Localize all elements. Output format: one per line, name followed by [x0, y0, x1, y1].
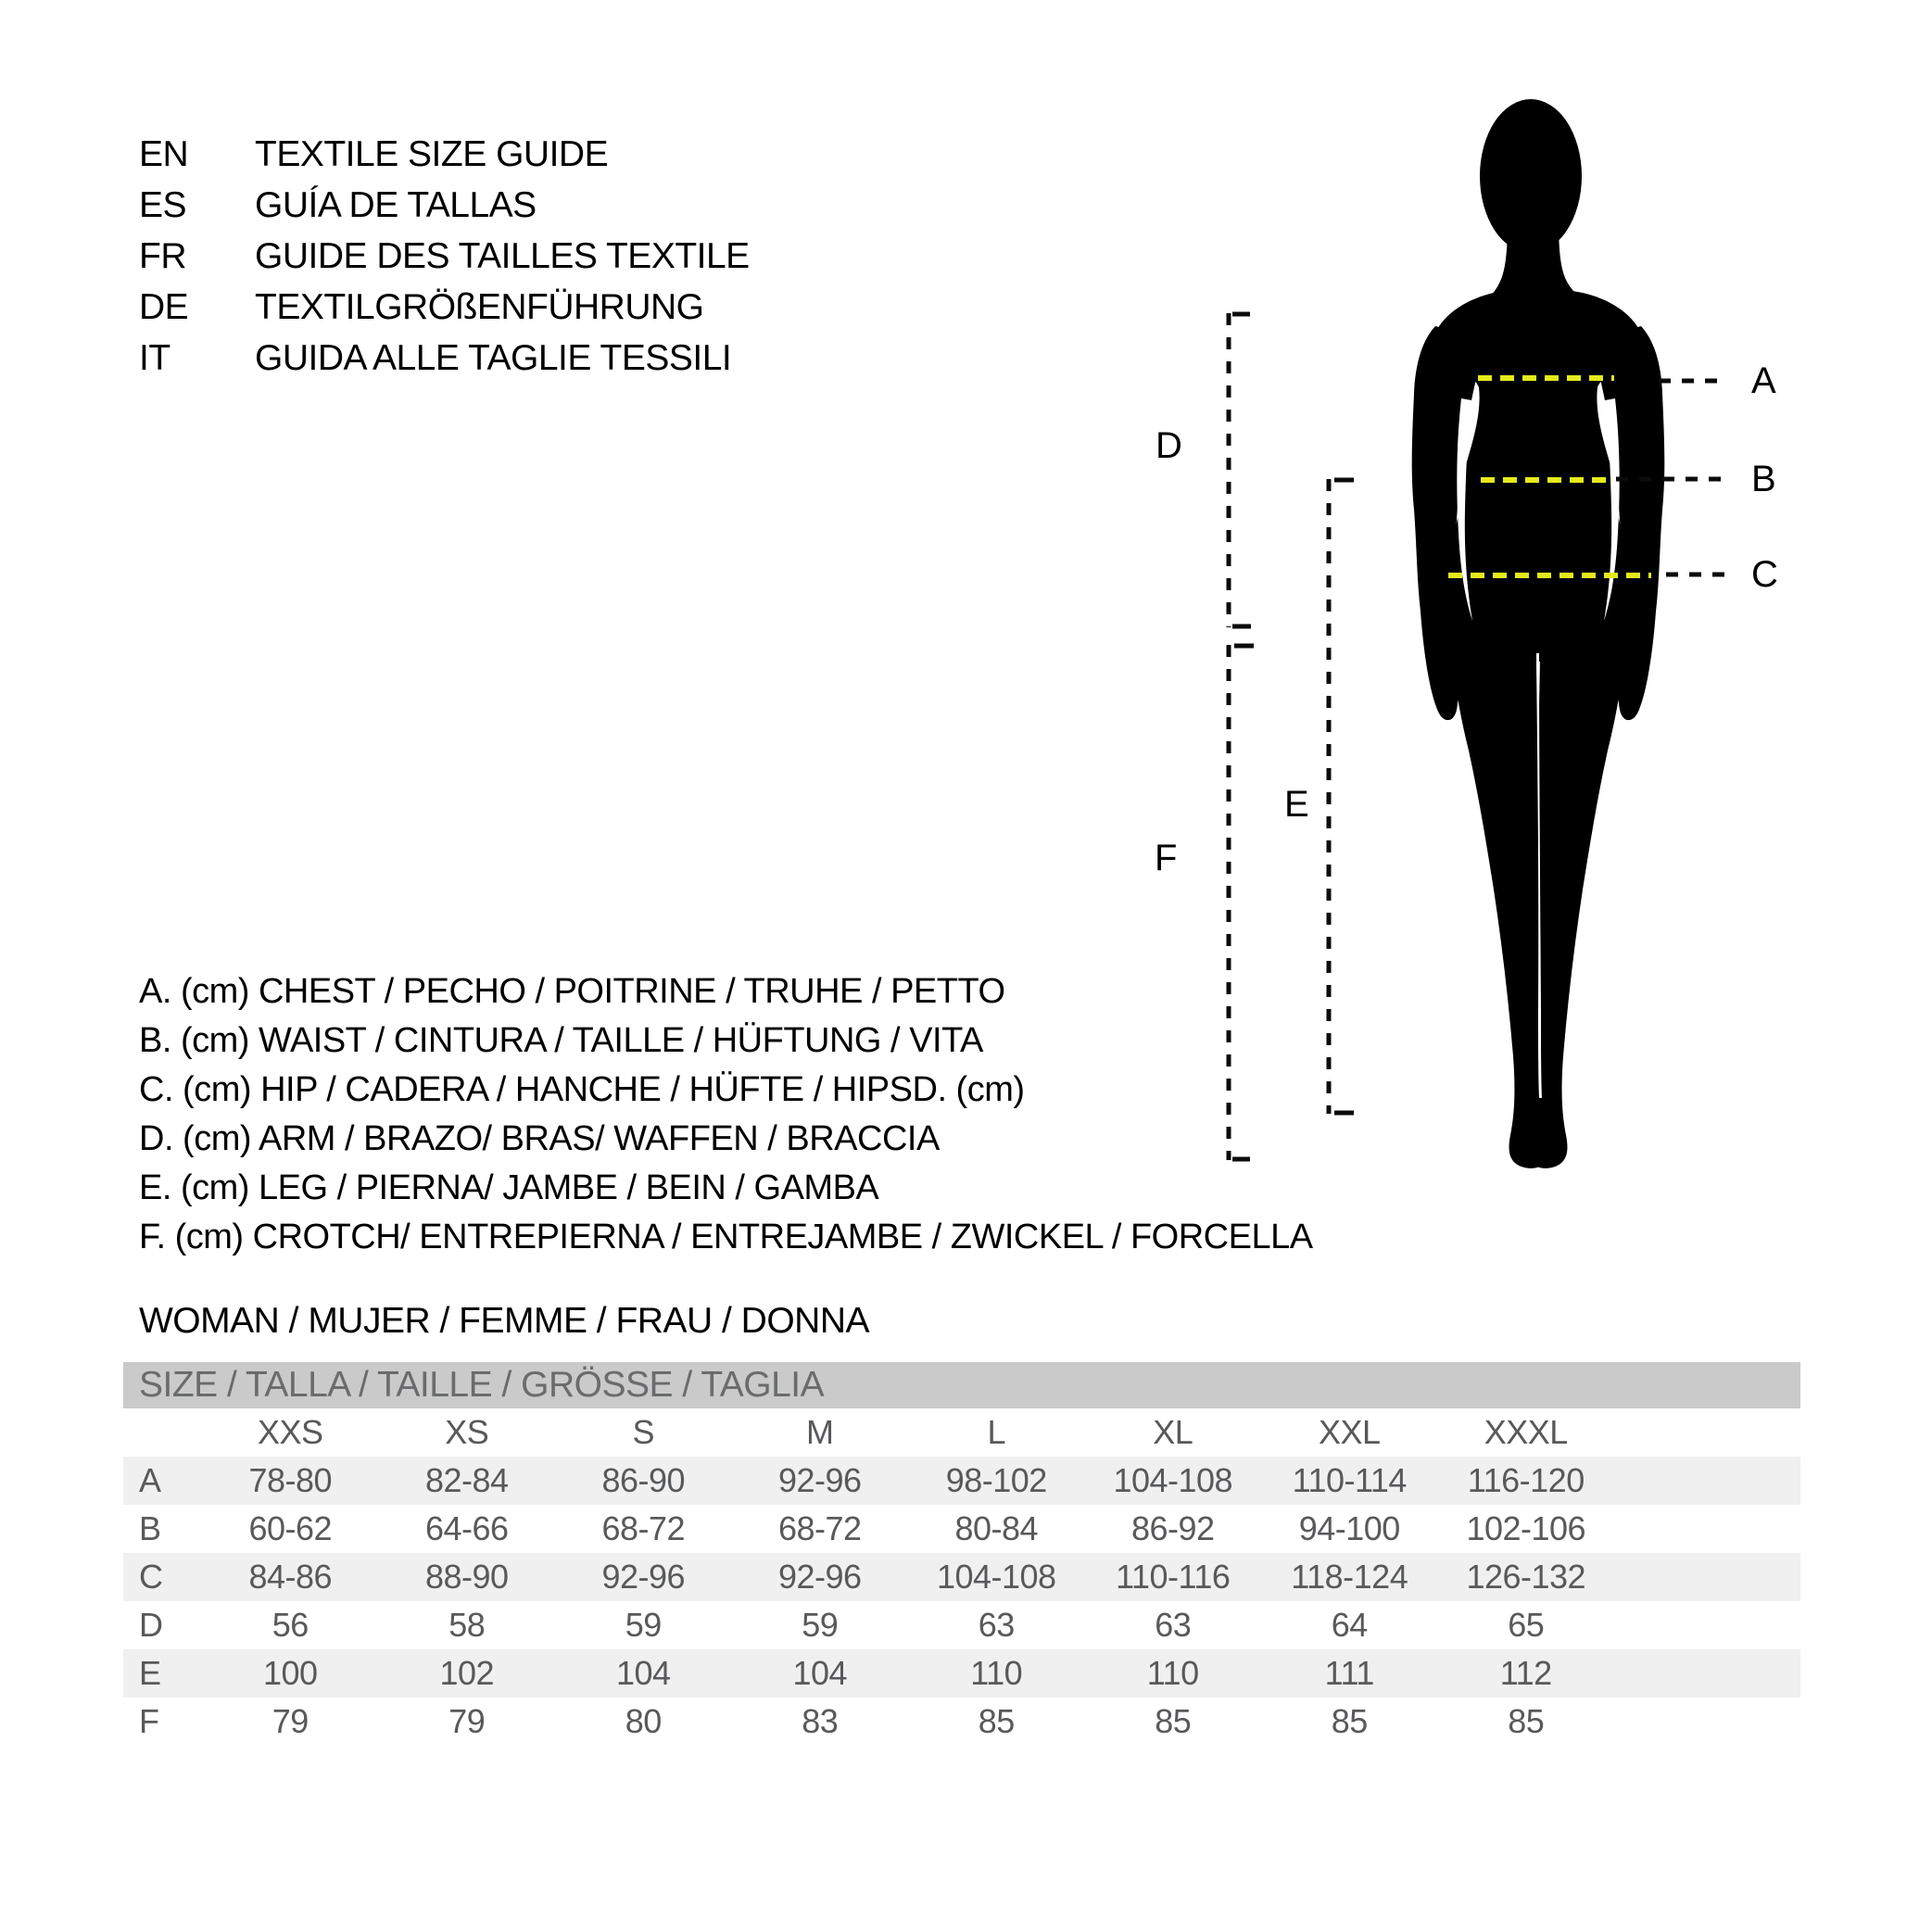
row-label: D — [139, 1606, 163, 1644]
cell-value: 116-120 — [1467, 1461, 1585, 1499]
cell-value: 92-96 — [601, 1558, 686, 1596]
guide-title: GUÍA DE TALLAS — [255, 184, 537, 225]
cell-value: 63 — [978, 1606, 1015, 1644]
language-code: EN — [139, 133, 189, 174]
table-row-f — [123, 1698, 1800, 1746]
cell-value: 79 — [448, 1702, 486, 1740]
marker-label-c: C — [1751, 554, 1778, 595]
cell-value: 100 — [262, 1654, 318, 1692]
size-col-xxs: XXS — [257, 1413, 323, 1451]
size-col-l: L — [987, 1413, 1006, 1451]
row-label: A — [139, 1461, 161, 1499]
table-row-b — [123, 1505, 1800, 1553]
legend-line-crotch: F. (cm) CROTCH/ ENTREPIERNA / ENTREJAMBE / ZWICKEL / FORCELLA — [139, 1218, 1313, 1256]
size-col-xxxl: XXXL — [1484, 1413, 1568, 1451]
marker-label-f: F — [1155, 838, 1177, 878]
cell-value: 80-84 — [954, 1509, 1039, 1547]
size-columns-row — [123, 1408, 1800, 1457]
cell-value: 85 — [1155, 1702, 1192, 1740]
cell-value: 60-62 — [248, 1509, 333, 1547]
cell-value: 85 — [1508, 1702, 1545, 1740]
table-row-c — [123, 1553, 1800, 1601]
size-col-xs: XS — [445, 1413, 489, 1451]
cell-value: 110 — [1146, 1654, 1199, 1692]
cell-value: 104-108 — [1113, 1461, 1233, 1499]
cell-value: 92-96 — [777, 1461, 862, 1499]
row-label: E — [139, 1654, 161, 1692]
guide-title: TEXTILE SIZE GUIDE — [255, 133, 609, 174]
legend-line-waist: B. (cm) WAIST / CINTURA / TAILLE / HÜFTUNG / VITA — [139, 1021, 983, 1060]
marker-label-d: D — [1155, 425, 1182, 466]
guide-title: TEXTILGRÖßENFÜHRUNG — [255, 286, 704, 327]
language-code: FR — [139, 235, 186, 276]
row-label: B — [139, 1509, 161, 1547]
cell-value: 68-72 — [777, 1509, 862, 1547]
cell-value: 78-80 — [248, 1461, 333, 1499]
marker-label-b: B — [1751, 459, 1776, 499]
cell-value: 80 — [625, 1702, 662, 1740]
guide-title: GUIDA ALLE TAGLIE TESSILI — [255, 337, 732, 378]
cell-value: 104 — [615, 1654, 671, 1692]
cell-value: 64-66 — [424, 1509, 509, 1547]
cell-value: 112 — [1499, 1654, 1552, 1692]
cell-value: 56 — [271, 1606, 309, 1644]
cell-value: 98-102 — [945, 1461, 1047, 1499]
cell-value: 126-132 — [1466, 1558, 1586, 1596]
cell-value: 59 — [625, 1606, 662, 1644]
row-label: F — [139, 1702, 159, 1740]
size-col-m: M — [806, 1413, 834, 1451]
cell-value: 58 — [448, 1606, 486, 1644]
cell-value: 84-86 — [248, 1558, 333, 1596]
table-row-e — [123, 1649, 1800, 1698]
language-code: DE — [139, 286, 189, 327]
cell-value: 92-96 — [777, 1558, 862, 1596]
measurement-legend — [139, 967, 1313, 1262]
size-col-xl: XL — [1153, 1413, 1193, 1451]
legend-line-hip: C. (cm) HIP / CADERA / HANCHE / HÜFTE / HIPSD. (cm) — [139, 1070, 1025, 1109]
legend-line-leg: E. (cm) LEG / PIERNA/ JAMBE / BEIN / GAMBA — [139, 1168, 879, 1207]
cell-value: 94-100 — [1298, 1509, 1400, 1547]
cell-value: 85 — [1331, 1702, 1368, 1740]
cell-value: 88-90 — [424, 1558, 509, 1596]
legend-line-chest: A. (cm) CHEST / PECHO / POITRINE / TRUHE / PETTO — [139, 972, 1005, 1011]
cell-value: 110-116 — [1116, 1558, 1231, 1596]
cell-value: 104-108 — [936, 1558, 1056, 1596]
guide-title: GUIDE DES TAILLES TEXTILE — [255, 235, 750, 276]
row-label: C — [139, 1558, 163, 1596]
cell-value: 86-90 — [601, 1461, 686, 1499]
language-code: IT — [139, 337, 170, 378]
legend-line-arm: D. (cm) ARM / BRAZO/ BRAS/ WAFFEN / BRACCIA — [139, 1119, 940, 1158]
table-row-a — [123, 1457, 1800, 1505]
cell-value: 110 — [970, 1654, 1023, 1692]
cell-value: 102-106 — [1466, 1509, 1586, 1547]
cell-value: 86-92 — [1130, 1509, 1215, 1547]
cell-value: 68-72 — [601, 1509, 686, 1547]
cell-value: 118-124 — [1291, 1558, 1408, 1596]
cell-value: 83 — [802, 1702, 839, 1740]
cell-value: 59 — [802, 1606, 839, 1644]
cell-value: 82-84 — [424, 1461, 509, 1499]
language-code: ES — [139, 184, 187, 225]
cell-value: 104 — [792, 1654, 848, 1692]
size-table-header: SIZE / TALLA / TAILLE / GRÖSSE / TAGLIA — [123, 1362, 1800, 1408]
cell-value: 110-114 — [1292, 1461, 1407, 1499]
marker-label-e: E — [1284, 784, 1309, 825]
size-col-s: S — [632, 1413, 654, 1451]
cell-value: 64 — [1331, 1606, 1368, 1644]
size-col-xxl: XXL — [1318, 1413, 1381, 1451]
woman-silhouette-icon — [1412, 99, 1665, 1168]
cell-value: 79 — [271, 1702, 309, 1740]
cell-value: 65 — [1508, 1606, 1545, 1644]
cell-value: 85 — [978, 1702, 1015, 1740]
table-row-d — [123, 1601, 1800, 1649]
cell-value: 63 — [1155, 1606, 1192, 1644]
cell-value: 111 — [1324, 1654, 1374, 1692]
size-table — [123, 1362, 1800, 1746]
marker-label-a: A — [1751, 360, 1776, 401]
gender-heading: WOMAN / MUJER / FEMME / FRAU / DONNA — [139, 1301, 869, 1341]
cell-value: 102 — [439, 1654, 495, 1692]
